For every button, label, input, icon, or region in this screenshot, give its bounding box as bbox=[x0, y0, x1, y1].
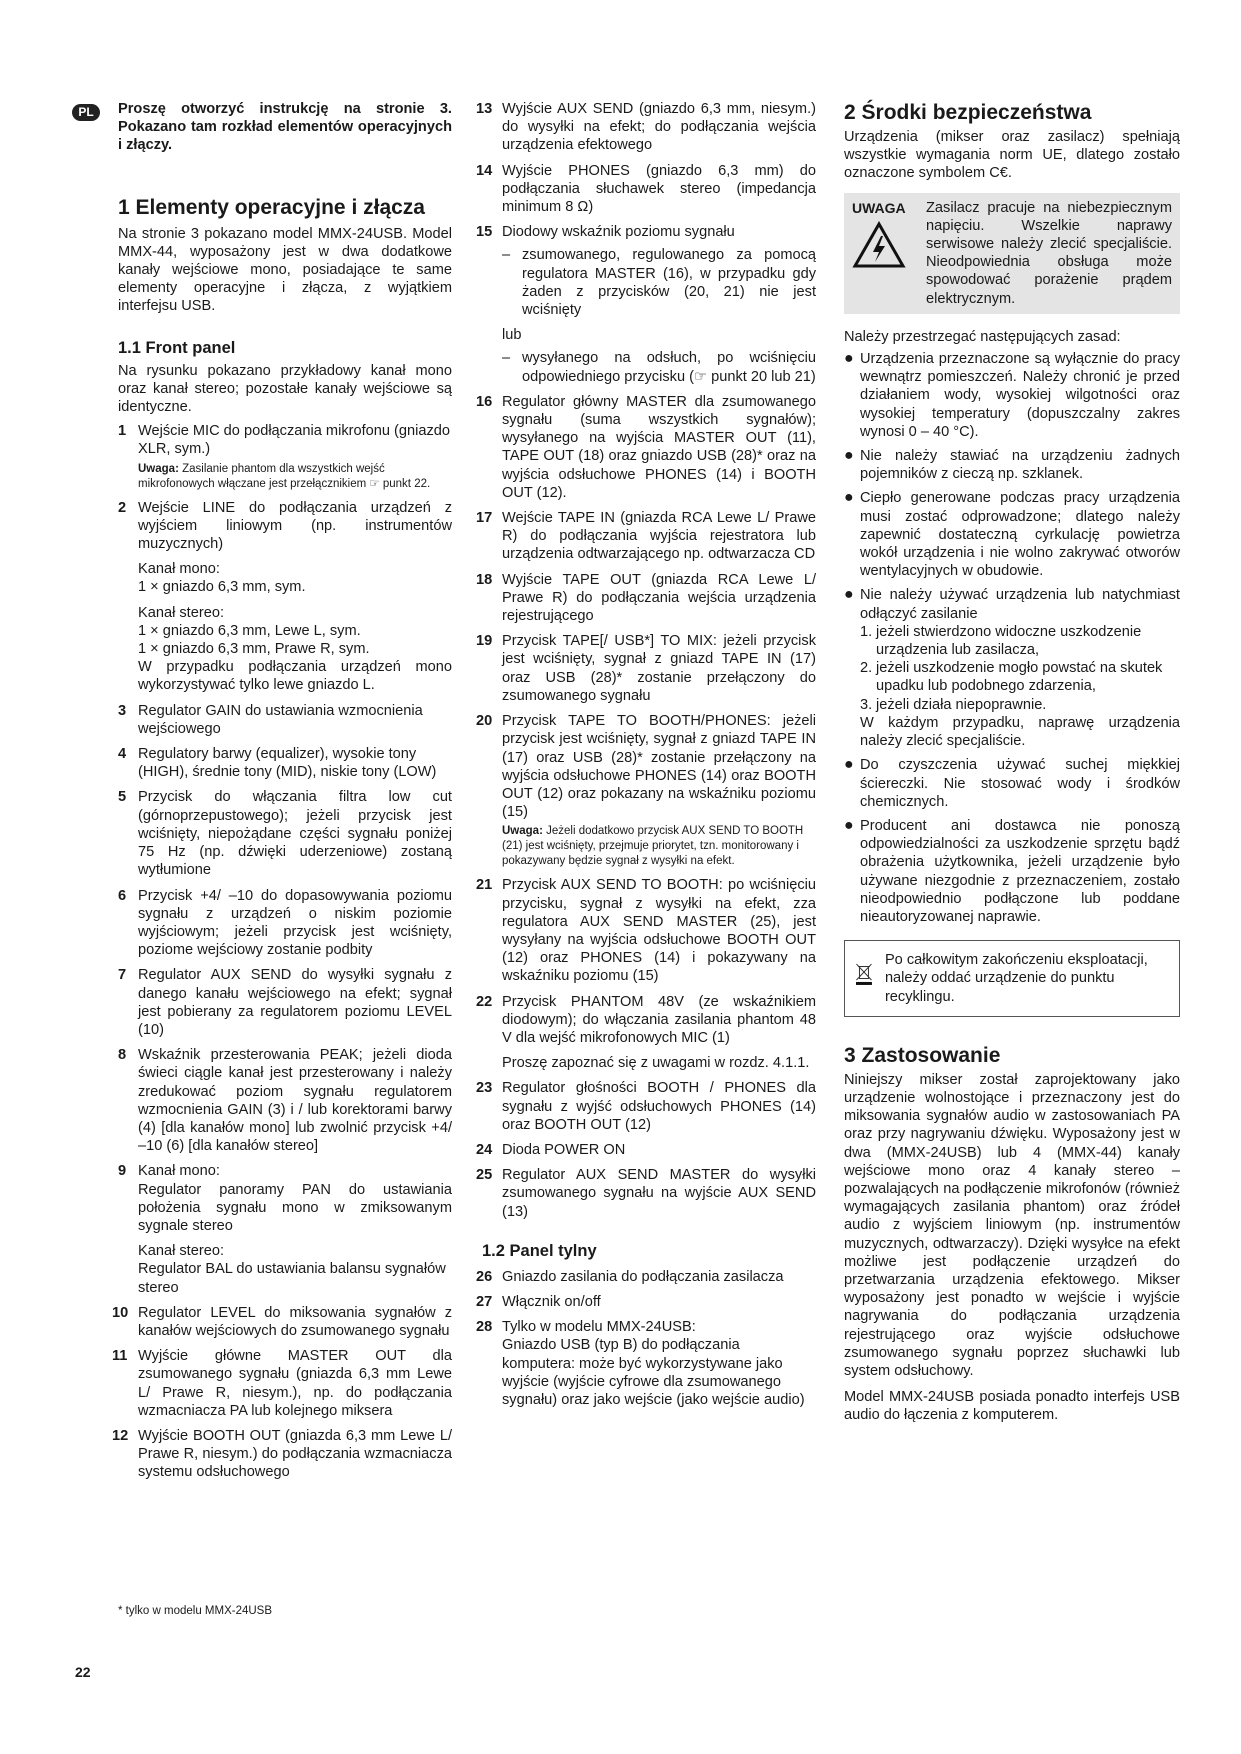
list-item: 3 Regulator GAIN do ustawiania wzmocnienia wejściowego bbox=[118, 702, 423, 737]
list-item: 27 Włącznik on/off bbox=[476, 1293, 601, 1310]
intro-text: Proszę otworzyć instrukcję na stronie 3. Pokazano tam rozkład elementów operacyjnych i złączy. bbox=[118, 101, 452, 154]
list-item: 14 Wyjście PHONES (gniazdo 6,3 mm) do podłączania słuchawek stereo (impedancja minimum 8 Ω) bbox=[476, 162, 816, 216]
warning-box bbox=[844, 193, 1180, 314]
list-item: 18 Wyjście TAPE OUT (gniazda RCA Lewe L/ Prawe R) do podłączania wejścia urządzenia rejestrującego bbox=[476, 571, 816, 625]
recycling-box bbox=[844, 940, 1180, 1017]
list-item: 4 Regulatory barwy (equalizer), wysokie tony (HIGH), średnie tony (MID), niskie tony (LOW) bbox=[118, 746, 437, 781]
column-2 bbox=[476, 100, 816, 1416]
warning-text: Zasilacz pracuje na niebezpiecznym napięciu. Wszelkie naprawy serwisowe należy zlecić specjaliście. Nieodpowiednia obsługa może spowodować porażenie prądem elektrycznym. bbox=[926, 199, 1172, 307]
list-item: 15 Diodowy wskaźnik poziomu sygnału – zsumowanego, regulowanego za pomocą regulatora MASTER (16), w przypadku gdy żaden z przycisków (20, 21) nie jest wciśnięty lub – wysyłanego na odsłuch, po wciśnięciu odpowiedniego przycisku (☞ punkt 20 lub 21) bbox=[476, 224, 816, 385]
column-1 bbox=[112, 100, 452, 1489]
list-item: 26 Gniazdo zasilania do podłączania zasilacza bbox=[476, 1268, 784, 1285]
list-item: 1 Wejście MIC do podłączania mikrofonu (gniazdo XLR, sym.) Uwaga: Zasilanie phantom dla wszystkich wejść mikrofonowych włączane jest przełącznikiem ☞ punkt 22. bbox=[118, 423, 451, 490]
list-item: 19 Przycisk TAPE[/ USB*] TO MIX: jeżeli przycisk jest wciśnięty, sygnał z gniazd TAPE IN (17) oraz USB (28)* zostanie przełączony do zsumowanego sygnału bbox=[476, 633, 816, 704]
list-item: ● Do czyszczenia używać suchej miękkiej ściereczki. Nie stosować wody i środków chemicznych. bbox=[844, 756, 1180, 810]
list-item: 12 Wyjście BOOTH OUT (gniazda 6,3 mm Lewe L/ Prawe R, niesym.) do podłączania wzmacniacza systemu odsłuchowego bbox=[112, 1427, 452, 1481]
section-1-2-heading: 1.2 Panel tylny bbox=[482, 1241, 597, 1260]
recycling-text: Po całkowitym zakończeniu eksploatacji, należy oddać urządzenie do punktu recyklingu. bbox=[884, 952, 1148, 1005]
list-item: 8 Wskaźnik przesterowania PEAK; jeżeli dioda świeci ciągle kanał jest przesterowany i należy zredukować poziom sygnału regulatorem wzmocnienia GAIN (3) i / lub korektorami barwy (4) [dla kanałów mono] lub zwolnić przycisk +4/ –10 (6) [dla kanałów stereo] bbox=[118, 1047, 452, 1155]
footnote: * tylko w modelu MMX-24USB bbox=[118, 1605, 273, 1617]
page-number: 22 bbox=[75, 1664, 91, 1680]
list-item: 11 Wyjście główne MASTER OUT dla zsumowanego sygnału (gniazda 6,3 mm Lewe L/ Prawe R, niesym.), np. do podłączania wzmacniacza PA lub kolejnego miksera bbox=[112, 1348, 452, 1419]
section-1-heading: 1 Elementy operacyjne i złącza bbox=[118, 195, 425, 219]
crossed-bin-icon bbox=[855, 951, 873, 997]
list-item: 10 Regulator LEVEL do miksowania sygnałów z kanałów wejściowych do zsumowanego sygnału bbox=[112, 1304, 452, 1339]
section-2-text: Urządzenia (mikser oraz zasilacz) spełniają wszystkie wymagania norm UE, dlatego zostało oznaczone symbolem C€. bbox=[844, 129, 1180, 182]
section-3-text: Niniejszy mikser został zaprojektowany jako urządzenie wolnostojące i przeznaczony jest do miksowania sygnałów audio w zastosowaniach PA oraz przy nagrywaniu dźwięku. Wyposażony jest w dwa (MMX-24USB) lub 4 (MMX-44) kanały wejściowe mono oraz 4 kanały stereo – pozwalających na podłączenie mikrofonów (również wymagających zasilania phantom) oraz źródeł audio z wyjściem liniowym (np. instrumentów muzycznych, odtwarzaczy). Dzięki wysyłce na efekt możliwe jest podłączenie urządzeń do przetwarzania urządzenia efektowego. Mikser wyposażony jest ponadto w wejście i wyjście nagrywania do podłączania urządzenia rejestrującego oraz wyjście odsłuchowe zsumowanego sygnału poprzez słuchawki lub system odsłuchowy. bbox=[844, 1071, 1180, 1379]
list-item: ● Ciepło generowane podczas pracy urządzenia musi zostać odprowadzone; dlatego należy zapewnić dostateczną cyrkulację powietrza wokół urządzenia i nie wolno zakrywać otworów wentylacyjnych w obudowie. bbox=[844, 489, 1180, 580]
list-item: 22 Przycisk PHANTOM 48V (ze wskaźnikiem diodowym); do włączania zasilania phantom 48 V dla wejść mikrofonowych MIC (1) Proszę zapoznać się z uwagami w rozdz. 4.1.1. bbox=[476, 993, 816, 1072]
list-item: 16 Regulator główny MASTER dla zsumowanego sygnału (suma wszystkich sygnałów); wysyłanego na wyjścia MASTER OUT (11), TAPE OUT (18) oraz gniazdo USB (28)* oraz na wyjścia odsłuchowe PHONES (14) i BOOTH OUT (12). bbox=[476, 393, 816, 501]
section-1-1-text: Na rysunku pokazano przykładowy kanał mono oraz kanał stereo; pozostałe kanały wejściowe są identyczne. bbox=[118, 362, 452, 416]
section-1-text: Na stronie 3 pokazano model MMX-24USB. Model MMX-44, wyposażony jest w dwa dodatkowe kanały wejściowe mono, posiadające te same elementy operacyjne i złącza, z wyjątkiem interfejsu USB. bbox=[118, 225, 452, 315]
list-item: 17 Wejście TAPE IN (gniazda RCA Lewe L/ Prawe R) do podłączania wyjścia rejestratora lub urządzenia odtwarzającego np. odtwarzacza CD bbox=[476, 510, 816, 563]
list-item: ● Urządzenia przeznaczone są wyłącznie do pracy wewnątrz pomieszczeń. Należy chronić je przed działaniem wody, wysokiej wilgotności oraz wysokiej temperatury (dopuszczalny zakres wynosi 0 – 40 °C). bbox=[844, 350, 1180, 440]
list-item: 20 Przycisk TAPE TO BOOTH/PHONES: jeżeli przycisk jest wciśnięty, sygnał z gniazd TAPE IN (17) oraz USB (28)* zostanie przełączony na wyjścia odsłuchowe PHONES (14) oraz BOOTH OUT (12) oraz pokazany na wskaźniku poziomu (15) Uwaga: Jeżeli dodatkowo przycisk AUX SEND TO BOOTH (21) jest wciśnięty, przejmuje priorytet, tzn. monitorowany i pokazywany będzie sygnał z wysyłki na efekt. bbox=[476, 713, 816, 868]
warning-title: UWAGA bbox=[852, 199, 906, 216]
list-item: 28 Tylko w modelu MMX-24USB: Gniazdo USB (typ B) do podłączania komputera: może być wykorzystywane jako wyjście (wyjście cyfrowe dla zsumowanego sygnału) oraz jako wejście (jako wejście audio) bbox=[476, 1319, 805, 1408]
section-2-heading: 2 Środki bezpieczeństwa bbox=[844, 101, 1092, 124]
list-item: 7 Regulator AUX SEND do wysyłki sygnału z danego kanału wejściowego na efekt; sygnał jest pobierany za regulatorem poziomu LEVEL (10) bbox=[118, 967, 452, 1038]
list-item: 25 Regulator AUX SEND MASTER do wysyłki zsumowanego sygnału na wyjście AUX SEND (13) bbox=[476, 1167, 816, 1220]
rules-intro: Należy przestrzegać następujących zasad: bbox=[844, 328, 1121, 345]
list-item: 13 Wyjście AUX SEND (gniazdo 6,3 mm, niesym.) do wysyłki na efekt; do podłączania wejścia urządzenia efektowego bbox=[476, 101, 816, 154]
high-voltage-warning-icon bbox=[852, 221, 906, 269]
list-item: 21 Przycisk AUX SEND TO BOOTH: po wciśnięciu przycisku, sygnał z wysyłki na efekt, zza regulatora AUX SEND MASTER (25), jest wysyłany na wyjścia odsłuchowe BOOTH OUT (12) oraz PHONES (14) i pokazywany na wskaźniku poziomu (15) bbox=[476, 877, 816, 985]
column-3 bbox=[844, 100, 1180, 1425]
list-item: 5 Przycisk do włączania filtra low cut (górnoprzepustowego); jeżeli przycisk jest wciśnięty, niepożądane części sygnału poniżej 75 Hz (np. dźwięki uderzeniowe) zostaną wytłumione bbox=[118, 789, 452, 879]
list-item: 23 Regulator głośności BOOTH / PHONES dla sygnału z wyjść odsłuchowych PHONES (14) oraz BOOTH OUT (12) bbox=[476, 1080, 816, 1133]
list-item: 2 Wejście LINE do podłączania urządzeń z wyjściem liniowym (np. instrumentów muzycznych) Kanał mono: 1 × gniazdo 6,3 mm, sym. Kanał stereo: 1 × gniazdo 6,3 mm, Lewe L, sym. 1 × gniazdo 6,3 mm, Prawe R, sym. W przypadku podłączania urządzeń mono wykorzystywać tylko lewe gniazdo L. bbox=[118, 499, 452, 694]
section-3-text-2: Model MMX-24USB posiada ponadto interfejs USB audio do łączenia z komputerem. bbox=[844, 1389, 1180, 1424]
section-3-heading: 3 Zastosowanie bbox=[844, 1043, 1001, 1067]
list-item: ● Nie należy używać urządzenia lub natychmiast odłączyć zasilanie 1. jeżeli stwierdzono widoczne uszkodzenie urządzenia lub zasilacza, 2. jeżeli uszkodzenie mogło powstać na skutek upadku lub podobnego zdarzenia, 3. jeżeli działa niepoprawnie. W każdym przypadku, naprawę urządzenia należy zlecić specjaliście. bbox=[844, 586, 1180, 750]
list-item: 6 Przycisk +4/ –10 do dopasowywania poziomu sygnału z urządzeń o niskim poziomie wyjściowym; jeżeli przycisk jest wciśnięty, poziome wejściowy zostanie podbity bbox=[118, 887, 452, 959]
list-item: ● Producent ani dostawca nie ponoszą odpowiedzialności za uszkodzenie sprzętu bądź obrażenia użytkownika, jeżeli urządzenie było używane niezgodnie z przeznaczeniem, zostało nieodpowiednio podłączone lub poddane nieautoryzowanej naprawie. bbox=[844, 816, 1180, 925]
list-item: 24 Dioda POWER ON bbox=[476, 1141, 626, 1158]
list-item: 9 Kanał mono: Regulator panoramy PAN do ustawiania położenia sygnału mono w zmiksowanym sygnale stereo Kanał stereo: Regulator BAL do ustawiania balansu sygnałów stereo bbox=[118, 1163, 452, 1296]
section-1-1-heading: 1.1 Front panel bbox=[118, 338, 236, 357]
language-badge: PL bbox=[72, 104, 100, 121]
list-item: ● Nie należy stawiać na urządzeniu żadnych pojemników z cieczą np. szklanek. bbox=[844, 447, 1180, 483]
